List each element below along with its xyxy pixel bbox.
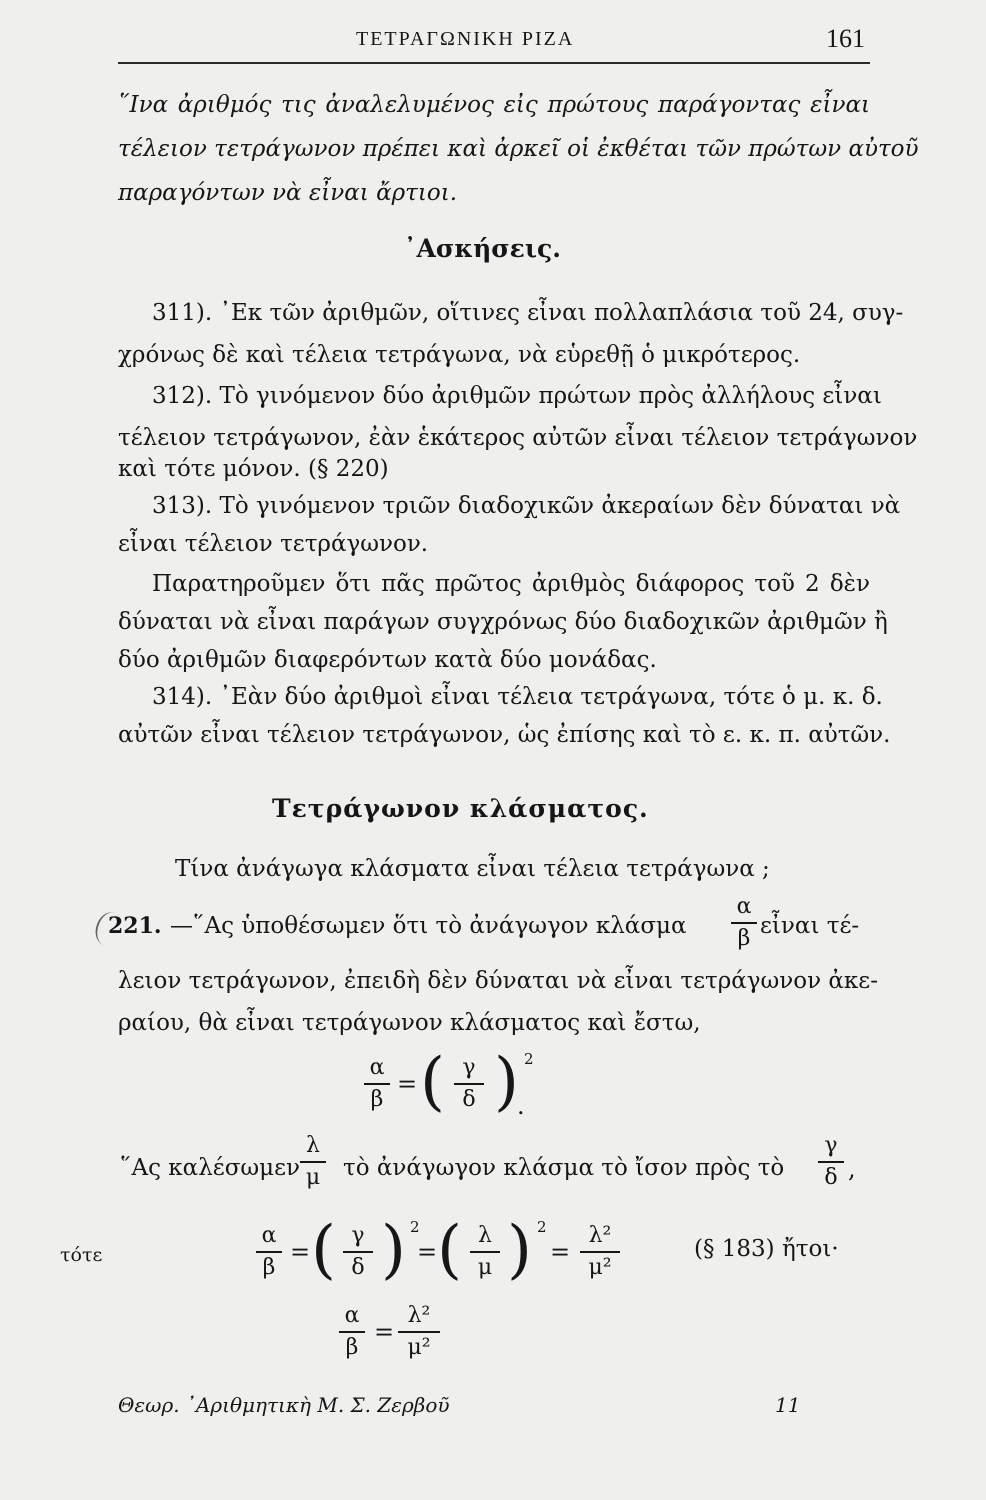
fraction-alpha-beta-3 [339,1303,365,1361]
para221-line-3: ραίου, θὰ εἶναι τετράγωνον κλάσματος καὶ ἔστω, [118,1010,701,1036]
fraction-lambda2-mu2-3 [398,1303,440,1361]
exercise-312-line-1: 312). Τὸ γινόμενον δύο ἀριθμῶν πρώτων πρὸς ἀλλήλους εἶναι [152,383,882,409]
right-paren: ) [381,1213,406,1287]
denominator: δ [462,1087,476,1112]
exercise-311-line-2: χρόνως δὲ καὶ τέλεια τετράγωνα, νὰ εὑρεθῇ ὁ μικρότερος. [118,342,801,368]
numerator: α [344,1303,360,1328]
period: . [517,1092,525,1120]
exercise-314-line-2: αὐτῶν εἶναι τέλειον τετράγωνον, ὡς ἐπίσης καὶ τὸ ε. κ. π. αὐτῶν. [118,722,891,748]
numerator: λ [478,1223,492,1248]
denominator: β [345,1335,359,1360]
running-head: ΤΕΤΡΑΓΩΝΙΚΗ ΡΙΖΑ [356,28,575,50]
fraction-bar [398,1331,440,1333]
fraction-alpha-beta-2 [256,1223,282,1281]
observation-line-2: δύναται νὰ εἶναι παράγων συγχρόνως δύο διαδοχικῶν ἀριθμῶν ἢ [118,609,888,635]
numerator: λ² [588,1223,612,1248]
fraction-gamma-delta [454,1055,484,1113]
let-line-middle: τὸ ἀνάγωγον κλάσμα τὸ ἴσον πρὸς τὸ [343,1155,785,1181]
para221-line-1-end: εἶναι τέ- [760,913,860,939]
left-paren: ( [311,1213,336,1287]
comma: , [848,1155,856,1183]
intro-line-1: ῞Ινα ἀριθμός τις ἀναλελυμένος εἰς πρώτους παράγοντας εἶναι [118,92,870,118]
exercise-313-line-1: 313). Τὸ γινόμενον τριῶν διαδοχικῶν ἀκεραίων δὲν δύναται νὰ [152,493,901,519]
denominator: μ² [407,1335,431,1360]
exercise-311-line-1: 311). ᾿Εκ τῶν ἀριθμῶν, οἵτινες εἶναι πολλαπλάσια τοῦ 24, συγ- [152,300,904,326]
denominator: β [737,926,751,951]
fraction-lambda2-mu2 [580,1223,620,1281]
denominator: μ² [588,1255,612,1280]
para221-line-2: λειον τετράγωνον, ἐπειδὴ δὲν δύναται νὰ εἶναι τετράγωνον ἀκε- [118,968,878,994]
page-number: 161 [826,24,865,53]
fraction-bar [580,1251,620,1253]
exercise-314-line-1: 314). ᾿Εὰν δύο ἀριθμοὶ εἶναι τέλεια τετράγωνα, τότε ὁ μ. κ. δ. [152,684,883,710]
numerator: α [736,894,752,919]
numerator: γ [462,1055,476,1080]
denominator: δ [351,1255,365,1280]
numerator: α [261,1223,277,1248]
fraction-bar [300,1161,326,1163]
fraction-gamma-delta-inline [818,1133,844,1191]
exercises-heading: ᾿Ασκήσεις. [404,234,561,263]
header-rule [118,62,870,64]
exercise-313-line-2: εἶναι τέλειον τετράγωνον. [118,531,429,557]
exponent-2: 2 [524,1050,534,1068]
section-reference: (§ 183) ἤτοι· [694,1236,839,1262]
observation-line-3: δύο ἀριθμῶν διαφερόντων κατὰ δύο μονάδας. [118,647,657,673]
denominator: δ [824,1165,838,1190]
intro-line-3: παραγόντων νὰ εἶναι ἄρτιοι. [118,180,458,206]
fraction-alpha-beta [364,1055,390,1113]
fraction-bar [731,922,757,924]
fraction-gamma-delta-2 [343,1223,373,1281]
let-line-start: ῞Ας καλέσωμεν [120,1155,301,1181]
fraction-bar [470,1251,500,1253]
question-line: Τίνα ἀνάγωγα κλάσματα εἶναι τέλεια τετράγωνα ; [175,856,770,882]
signature-number: 11 [775,1393,801,1417]
fraction-lambda-mu [300,1133,326,1191]
denominator: β [370,1087,384,1112]
denominator: β [262,1255,276,1280]
observation-line-1: Παρατηροῦμεν ὅτι πᾶς πρῶτος ἀριθμὸς διάφορος τοῦ 2 δὲν [152,571,870,597]
tote-label: τότε [60,1244,103,1266]
fraction-lambda-mu-2 [470,1223,500,1281]
fraction-alpha-beta-inline [731,894,757,952]
exponent-2: 2 [537,1218,547,1236]
right-paren: ) [494,1045,519,1119]
fraction-bar [256,1251,282,1253]
paragraph-number: 221. [108,913,162,939]
equals-sign: = [290,1238,311,1266]
numerator: λ² [407,1303,431,1328]
equals-sign: = [417,1238,438,1266]
fraction-bar [339,1331,365,1333]
equals-sign: = [550,1238,571,1266]
para221-line-1-start: —῞Ας ὑποθέσωμεν ὅτι τὸ ἀνάγωγον κλάσμα [170,913,687,939]
numerator: λ [306,1133,320,1158]
left-paren: ( [437,1213,462,1287]
fraction-bar [364,1083,390,1085]
equals-sign: = [374,1318,395,1346]
fraction-bar [343,1251,373,1253]
intro-line-2: τέλειον τετράγωνον πρέπει καὶ ἀρκεῖ οἱ ἐκθέται τῶν πρώτων αὐτοῦ [118,136,919,162]
left-paren: ( [420,1045,445,1119]
numerator: γ [824,1133,838,1158]
exercise-312-line-2: τέλειον τετράγωνον, ἐὰν ἑκάτερος αὐτῶν εἶναι τέλειον τετράγωνον [118,425,918,451]
right-paren: ) [507,1213,532,1287]
denominator: μ [477,1255,493,1280]
fraction-bar [454,1083,484,1085]
exponent-2: 2 [410,1218,420,1236]
numerator: α [369,1055,385,1080]
numerator: γ [351,1223,365,1248]
exercise-312-line-3: καὶ τότε μόνον. (§ 220) [118,456,389,482]
section-heading: Τετράγωνον κλάσματος. [272,794,649,823]
equals-sign: = [397,1070,418,1098]
footer-signature: Θεωρ. ᾿Αριθμητικὴ Μ. Σ. Ζερβοῦ [118,1393,450,1417]
fraction-bar [818,1161,844,1163]
denominator: μ [305,1165,321,1190]
